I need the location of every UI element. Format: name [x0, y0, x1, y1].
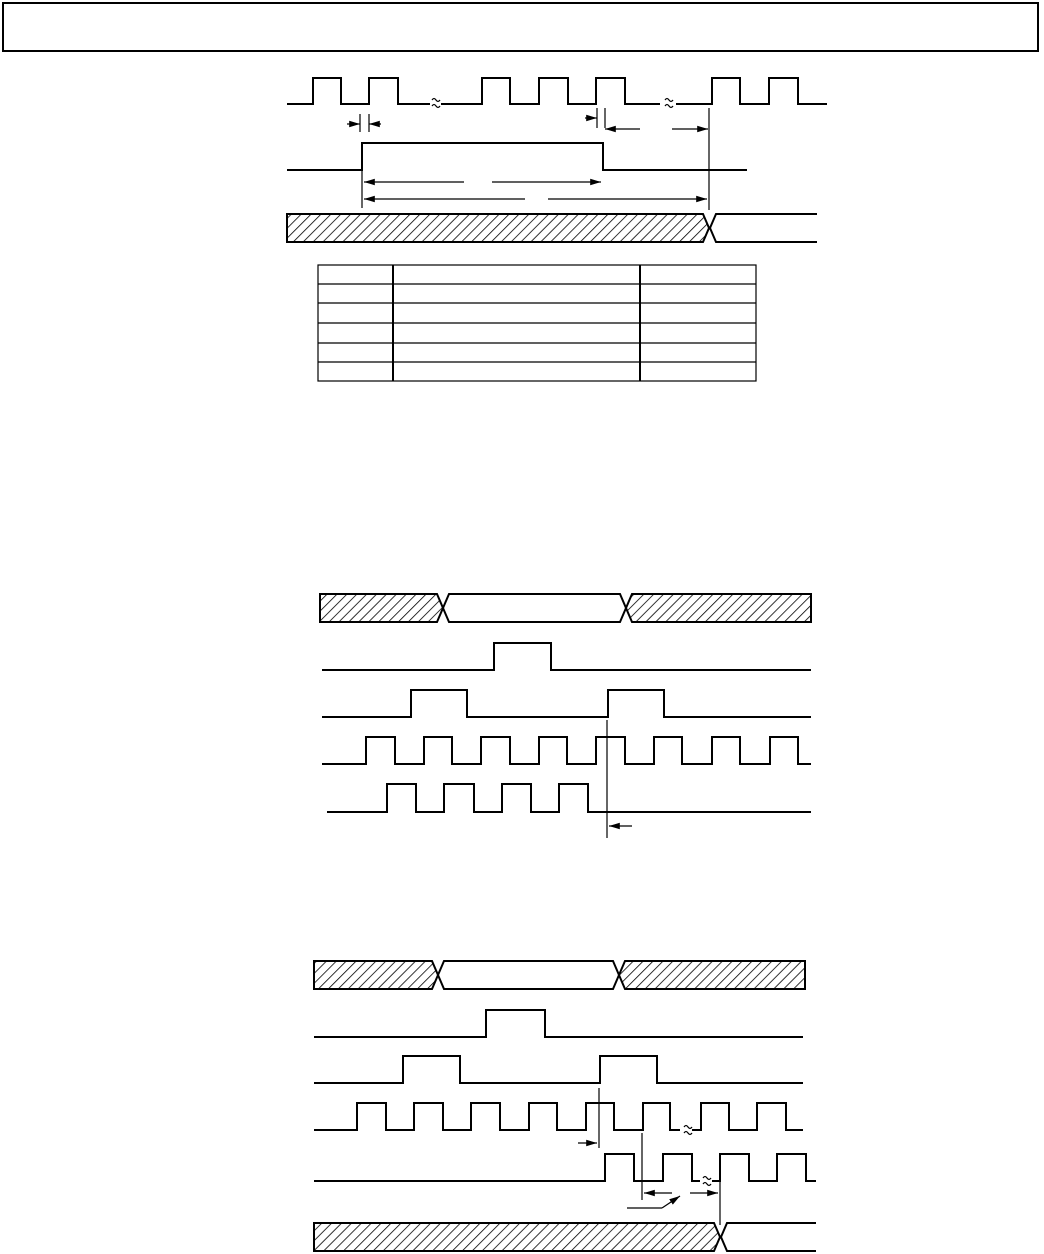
fig3-bus-valid [438, 961, 619, 989]
fig2-data-clock-waveform [327, 784, 811, 812]
fig1-duration-arrows [362, 170, 707, 208]
fig2-bus-valid [443, 594, 626, 622]
fig2-bus-hatched-left [320, 594, 443, 622]
figure-2 [320, 594, 811, 838]
fig1-timing-table [318, 265, 756, 381]
fig1-break-mark-1 [432, 99, 440, 108]
fig1-pulse-waveform [287, 143, 747, 170]
fig1-break-mark-2 [665, 99, 673, 108]
figure-1 [287, 78, 827, 381]
fig1-clock-waveform-3 [676, 78, 827, 104]
fig3-clock-waveform [314, 1103, 680, 1130]
fig3-timing-arrows [578, 1088, 720, 1225]
fig3-clock-waveform-2 [692, 1103, 803, 1130]
fig3-strobe-waveform [314, 1010, 803, 1037]
fig3-bus-hatched-right [619, 961, 805, 989]
figure-3 [314, 961, 816, 1251]
fig3-data-bus-valid [721, 1223, 816, 1251]
fig2-strobe-waveform [322, 643, 811, 670]
fig2-bus-hatched-right [626, 594, 811, 622]
fig3-bus-hatched-left [314, 961, 438, 989]
fig1-setup-arrows [347, 108, 708, 132]
fig2-clock-waveform [322, 737, 811, 764]
fig3-break-mark-clock [684, 1126, 692, 1135]
fig3-data-bus-hatched [314, 1223, 720, 1251]
fig3-data-waveform-2 [712, 1154, 816, 1181]
fig1-data-bus-valid [710, 214, 817, 242]
fig3-break-mark-data [703, 1177, 711, 1186]
fig1-clock-waveform-2 [441, 78, 660, 104]
fig1-data-bus-hatched [287, 214, 709, 242]
fig1-clock-waveform [287, 78, 430, 104]
fig2-select-waveform [322, 690, 811, 717]
fig3-select-waveform [314, 1056, 803, 1083]
